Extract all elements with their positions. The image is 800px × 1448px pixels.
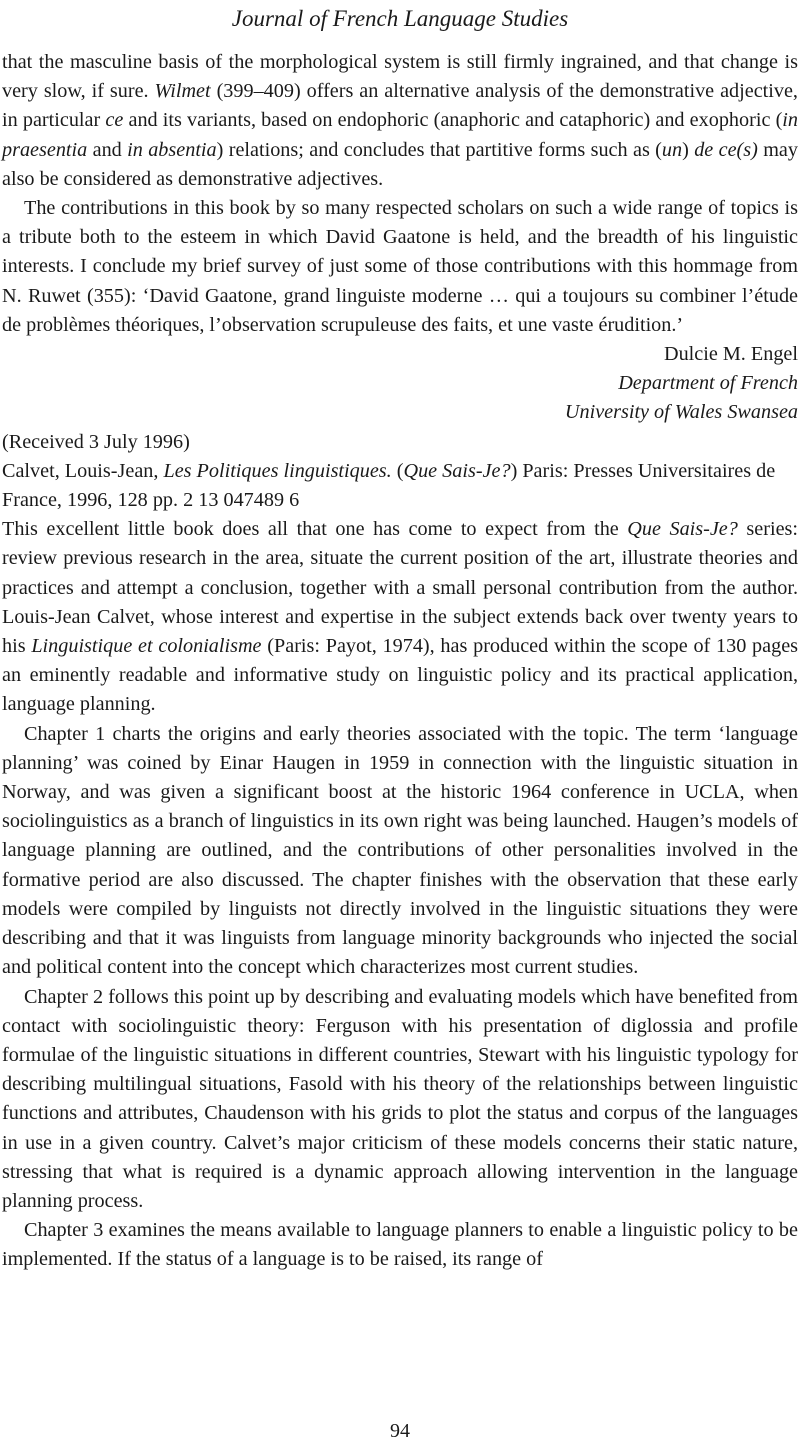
italic-run: in praesentia: [2, 109, 798, 161]
italic-run: Linguistique et colonialisme: [31, 635, 262, 658]
review2-paragraph-4: Chapter 3 examines the means available to language planners to enable a linguistic policy to be implemented. If the status of a language is to be raised, its range of: [2, 1219, 798, 1271]
italic-run: Que Sais-Je?: [403, 459, 511, 482]
italic-run: un: [661, 138, 683, 161]
book-citation: Calvet, Louis-Jean, Les Politiques linguistiques. (Que Sais-Je?) Paris: Presses Universitaires de France, 1996, 128 pp. 2 13 047489 6: [2, 459, 776, 512]
review2-paragraph-2: Chapter 1 charts the origins and early theories associated with the topic. The term ‘language planning’ was coined by Einar Haugen in 1959 in connection with the linguistic situation in Norway, and was given a significant boost at the historic 1964 conference in UCLA, when sociolinguistics as a branch of linguistics in its own right was being launched. Haugen’s models of language planning are outlined, and the contributions of other personalities involved in the formative period are also discussed. The chapter finishes with the observation that these early models were compiled by linguists not directly involved in the linguistic situations they were describing and that it was linguists from language minority backgrounds who injected the social and political content into the concept which characterizes most current studies.: [2, 722, 798, 979]
reviewer-university: University of Wales Swansea: [564, 401, 798, 424]
review2-paragraph-1: This excellent little book does all that one has come to expect from the Que Sais-Je? series: review previous research in the area, situate the current position of the art, illustrate theories and practices and attempt a conclusion, together with a small personal contribution from the author. Louis-Jean Calvet, whose interest and expertise in the subject extends back over twenty years to his Linguistique et colonialisme (Paris: Payot, 1974), has produced within the scope of 130 pages an eminently readable and informative study on linguistic policy and its practical application, language planning.: [2, 518, 799, 716]
reviewer-department: Department of French: [618, 372, 798, 395]
italic-run: in absentia: [127, 138, 217, 161]
review1-paragraph-2: The contributions in this book by so many respected scholars on such a wide range of topics is a tribute both to the esteem in which David Gaatone is held, and the breadth of his linguistic interests. I conclude my brief survey of just some of those contributions with this hommage from N. Ruwet (355): ‘David Gaatone, grand linguiste moderne … qui a toujours su combiner l’étude de problèmes théoriques, l’observation scrupuleuse des faits, et une vaste érudition.’: [2, 197, 798, 336]
reviewer-name: Dulcie M. Engel: [664, 343, 798, 366]
body-text: [2, 48, 798, 1275]
italic-run: de ce(s): [694, 138, 758, 161]
page-number: 94: [390, 1420, 410, 1442]
reviewer-signature: [2, 340, 798, 428]
italic-run: Les Politiques linguistiques.: [163, 459, 392, 482]
italic-run: Que Sais-Je?: [627, 518, 738, 541]
running-head: Journal of French Language Studies: [231, 6, 569, 31]
italic-run: ce: [105, 109, 124, 132]
italic-run: Wilmet: [154, 80, 211, 103]
review1-paragraph-1: that the masculine basis of the morphological system is still firmly ingrained, and that change is very slow, if sure. Wilmet (399–409) offers an alternative analysis of the demonstrative adjective, in particular ce and its variants, based on endophoric (anaphoric and cataphoric) and exophoric (in praesentia and in absentia) relations; and concludes that partitive forms such as (un) de ce(s) may also be considered as demonstrative adjectives.: [2, 51, 798, 190]
received-date: (Received 3 July 1996): [2, 430, 190, 453]
review2-paragraph-3: Chapter 2 follows this point up by describing and evaluating models which have benefited from contact with sociolinguistic theory: Ferguson with his presentation of diglossia and profile formulae of the linguistic situations in different countries, Stewart with his linguistic typology for describing multilingual situations, Fasold with his theory of the relationships between linguistic functions and attributes, Chaudenson with his grids to plot the status and corpus of the languages in use in a given country. Calvet’s major criticism of these models concerns their static nature, stressing that what is required is a dynamic approach allowing intervention in the language planning process.: [2, 985, 798, 1212]
